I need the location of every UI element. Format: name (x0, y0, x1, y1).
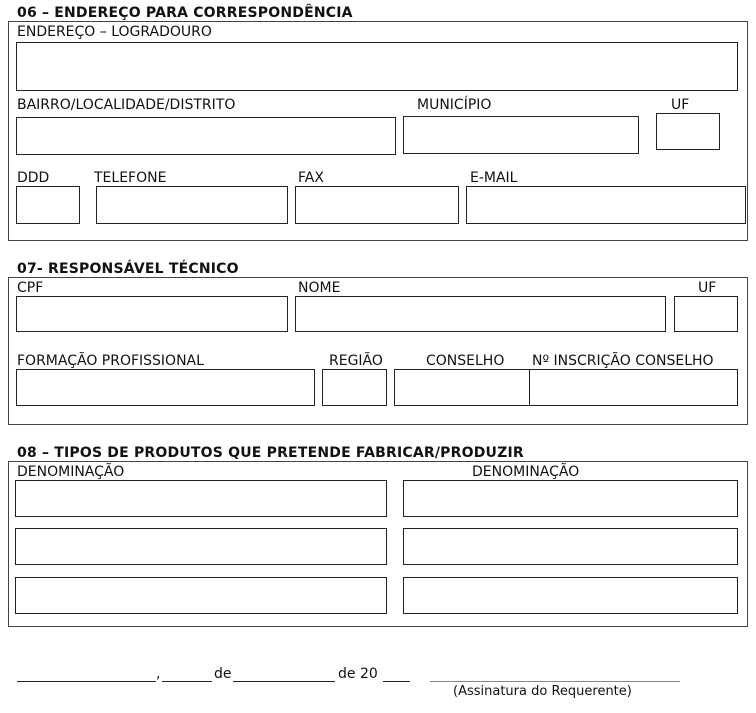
cpf-label: CPF (17, 280, 44, 296)
uf-label-07: UF (698, 280, 717, 296)
endereco-field[interactable] (16, 42, 738, 91)
cpf-field[interactable] (16, 296, 288, 332)
ddd-label: DDD (17, 170, 50, 186)
bairro-field[interactable] (16, 117, 396, 155)
year-blank[interactable] (383, 681, 410, 682)
denominacao-left-field-2[interactable] (15, 528, 387, 565)
formacao-field[interactable] (16, 369, 315, 406)
signature-caption: (Assinatura do Requerente) (453, 684, 632, 699)
day-blank[interactable] (162, 681, 212, 682)
uf-label-06: UF (671, 97, 690, 113)
denominacao-right-field-3[interactable] (403, 577, 738, 614)
fax-field[interactable] (295, 186, 459, 224)
denominacao-right-field-2[interactable] (403, 528, 738, 565)
signature-line[interactable] (430, 681, 680, 682)
de-text-2: de 20 (338, 666, 378, 682)
nome-field[interactable] (295, 296, 666, 332)
formacao-label: FORMAÇÃO PROFISSIONAL (17, 353, 204, 369)
section-08-title: 08 – TIPOS DE PRODUTOS QUE PRETENDE FABRICAR/PRODUZIR (17, 445, 524, 461)
fax-label: FAX (298, 170, 324, 186)
denominacao-right-label: DENOMINAÇÃO (472, 464, 580, 480)
conselho-label: CONSELHO (426, 353, 505, 369)
ddd-field[interactable] (16, 186, 80, 224)
inscricao-field[interactable] (529, 369, 738, 406)
conselho-field[interactable] (394, 369, 531, 406)
nome-label: NOME (298, 280, 341, 296)
comma-text: , (156, 666, 161, 682)
municipio-label: MUNICÍPIO (417, 97, 492, 113)
inscricao-label: Nº INSCRIÇÃO CONSELHO (532, 353, 714, 369)
section-07-title: 07- RESPONSÁVEL TÉCNICO (17, 261, 239, 277)
uf-field-06[interactable] (656, 113, 720, 150)
uf-field-07[interactable] (674, 296, 738, 332)
month-blank[interactable] (233, 681, 335, 682)
email-field[interactable] (466, 186, 746, 224)
denominacao-left-label: DENOMINAÇÃO (17, 464, 125, 480)
de-text-1: de (214, 666, 232, 682)
regiao-label: REGIÃO (329, 353, 383, 369)
denominacao-left-field-1[interactable] (15, 480, 387, 517)
endereco-label: ENDEREÇO – LOGRADOURO (17, 24, 212, 40)
section-06-title: 06 – ENDEREÇO PARA CORRESPONDÊNCIA (17, 5, 353, 21)
telefone-label: TELEFONE (94, 170, 167, 186)
email-label: E-MAIL (470, 170, 518, 186)
denominacao-left-field-3[interactable] (15, 577, 387, 614)
denominacao-right-field-1[interactable] (403, 480, 738, 517)
local-blank[interactable] (17, 681, 156, 682)
municipio-field[interactable] (403, 116, 639, 154)
bairro-label: BAIRRO/LOCALIDADE/DISTRITO (17, 97, 236, 113)
telefone-field[interactable] (96, 186, 288, 224)
regiao-field[interactable] (322, 369, 387, 406)
